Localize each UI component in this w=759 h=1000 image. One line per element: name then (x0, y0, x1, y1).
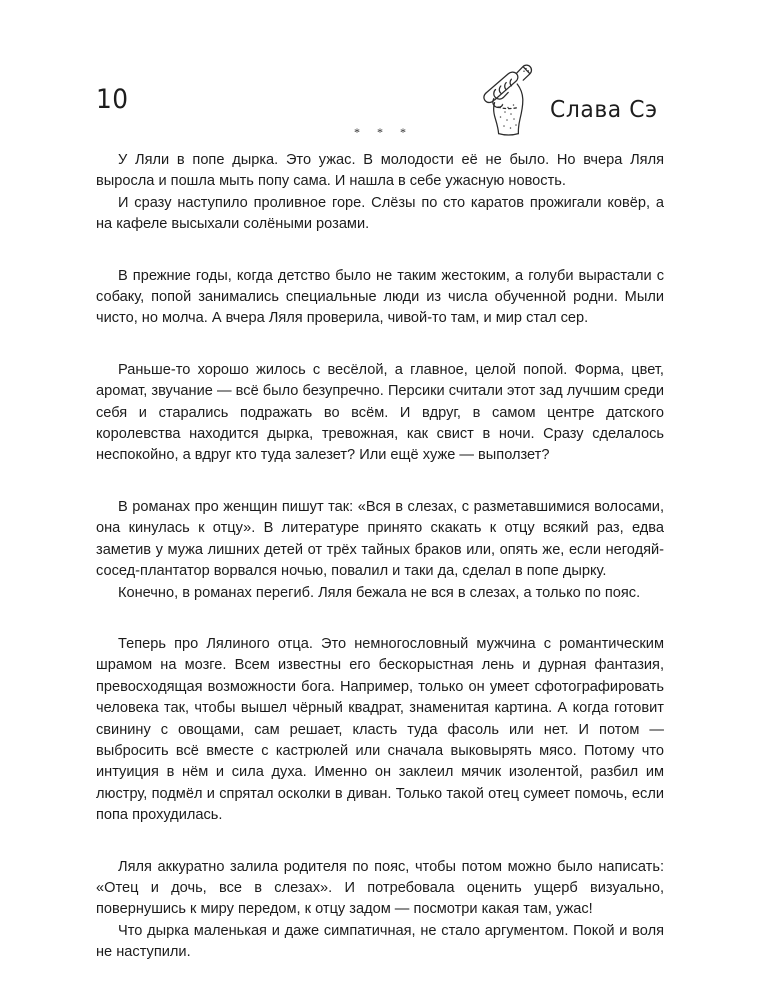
paragraph: Раньше-то хорошо жилось с весёлой, а главное, целой попой. Форма, цвет, аромат, звучание — всё было безупречно. Персики считали этот зад лучшим среди себя и старались подражать во всём. И вдруг, в самом центре датского королевства находится дырка, тревожная, как свист в ночи. Сразу сделалось неспокойно, а вдруг кто туда залезет? Или ещё хуже — выползет? (96, 361, 664, 464)
author-name: Слава Сэ (549, 96, 658, 123)
section-divider-asterisks: * * * (354, 125, 413, 139)
paragraph: У Ляли в попе дырка. Это ужас. В молодости её не было. Но вчера Ляля выросла и пошла мыть попу сама. И нашла в себе ужасную новость. (96, 152, 664, 190)
paragraph-gap (96, 604, 664, 634)
paragraph-gap (96, 330, 664, 360)
page-number: 10 (96, 84, 129, 115)
paragraph-gap (96, 467, 664, 497)
paragraph: Конечно, в романах перегиб. Ляля бежала не вся в слезах, а только по пояс. (118, 584, 641, 601)
body-text-block (96, 126, 664, 964)
hand-holding-salt-shaker-icon (478, 60, 540, 136)
paragraph-gap (96, 827, 664, 857)
paragraph: В прежние годы, когда детство было не таким жестоким, а голуби вырастали с собаку, попой занимались специальные люди из числа обученной родни. Мыли чисто, но молча. А вчера Ляля проверила, чивой-то там, и мир стал сер. (96, 267, 664, 327)
paragraph: Ляля аккуратно залила родителя по пояс, чтобы потом можно было написать: «Отец и дочь, все в слезах». И потребовала оценить ущерб визуально, повернушись к миру передом, к отцу задом — посмотри какая там, ужас! (96, 858, 664, 918)
paragraph: В романах про женщин пишут так: «Вся в слезах, с разметавшимися волосами, она кинулась к отцу». В литературе принято скакать к отцу всякий раз, едва заметив у мужа лишних детей от трёх тайных браков или, опять же, если негодяй-сосед-плантатор ворвался ночью, повалил и таки да, сделал в попе дырку. (96, 498, 664, 580)
paragraph: И сразу наступило проливное горе. Слёзы по сто каратов прожигали ковёр, а на кафеле высыхали солёными розами. (96, 194, 664, 233)
paragraph: Что дырка маленькая и даже симпатичная, не стало аргументом. Покой и воля не наступили. (96, 922, 664, 961)
running-head (96, 74, 663, 132)
paragraph-gap (96, 236, 664, 266)
paragraph: Теперь про Лялиного отца. Это немногословный мужчина с романтическим шрамом на мозге. Всем известны его бескорыстная лень и дурная фантазия, превосходящая возможности бога. Например, только он умеет сфотографировать человека так, чтобы вышел чёрный квадрат, знаменитая картина. А когда готовит свинину с овощами, сам решает, класть туда фасоль или нет. И потом — выбросить всё вместе с кастрюлей или сначала выковырять мясо. Потому что интуиция в нём и сила духа. Именно он заклеил мячик изолентой, разбил им люстру, подмёл и спрятал осколки в диван. Только такой отец сумеет помочь, если попа прохудилась. (96, 635, 664, 824)
